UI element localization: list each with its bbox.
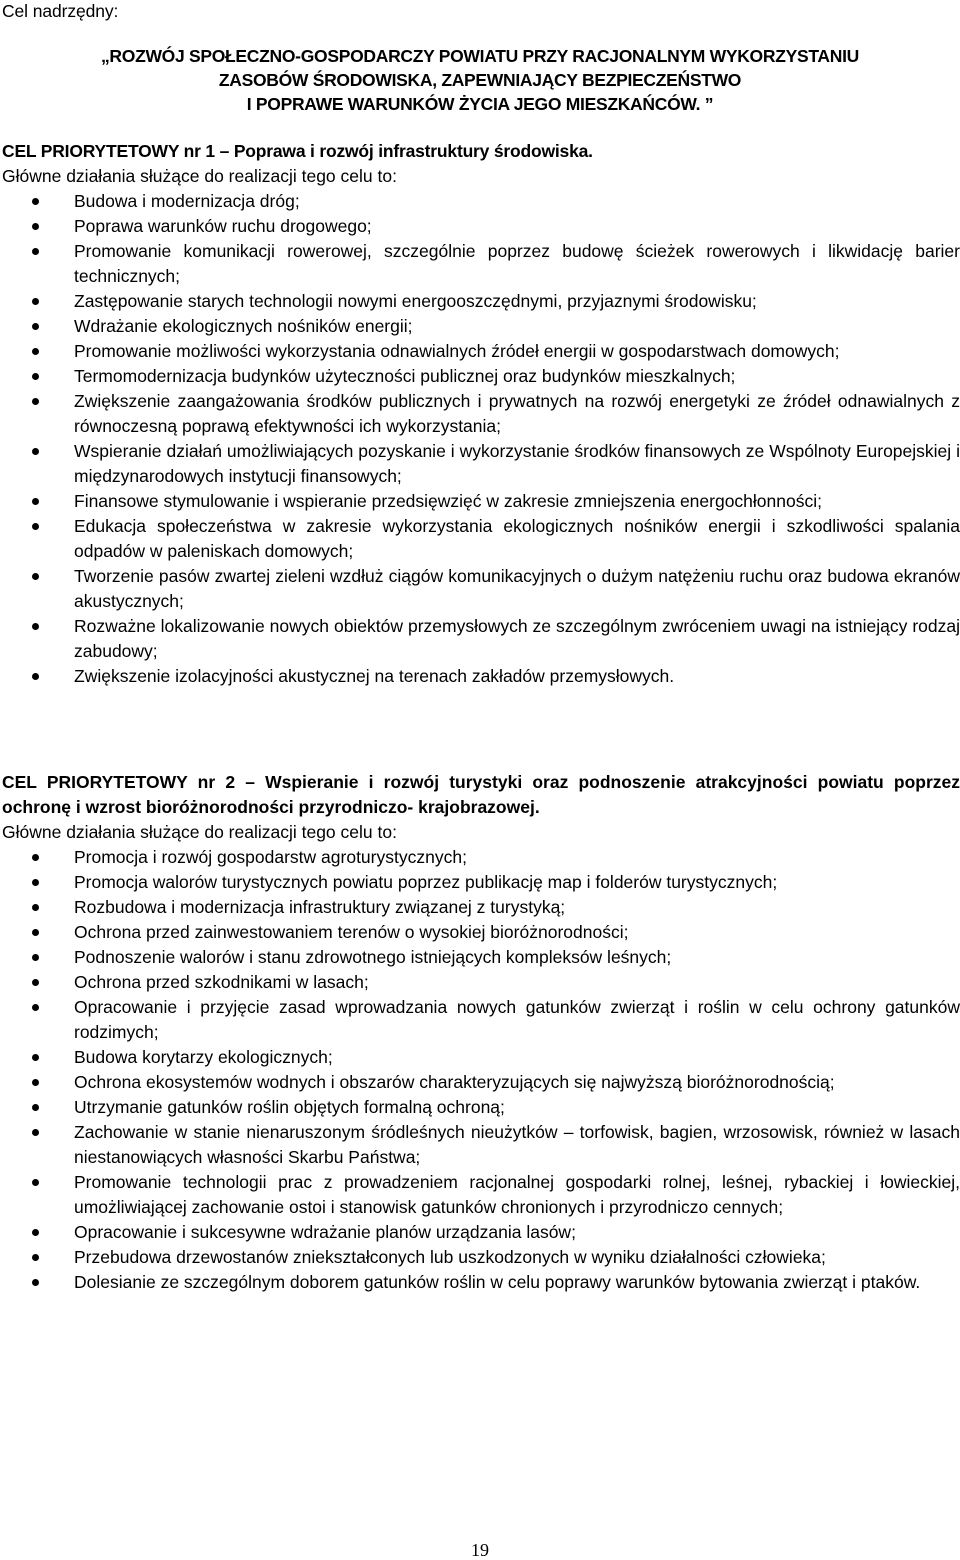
- section-title: CEL PRIORYTETOWY nr 1 – Poprawa i rozwój infrastruktury środowiska.: [2, 141, 593, 161]
- list-item-text: Poprawa warunków ruchu drogowego;: [74, 216, 372, 236]
- actions-list: [2, 189, 960, 689]
- list-item: [2, 239, 960, 289]
- goal-line: I POPRAWE WARUNKÓW ŻYCIA JEGO MIESZKAŃCÓW. ”: [246, 94, 714, 114]
- list-item-text: Zwiększenie zaangażowania środków publicznych i prywatnych na rozwój energetyki ze źródeł odnawialnych z równoczesną poprawą efektywności ich wykorzystania;: [74, 391, 960, 436]
- list-item: [2, 364, 960, 389]
- list-item: [2, 439, 960, 489]
- bullet-icon: [32, 373, 39, 380]
- actions-list: [2, 845, 960, 1295]
- goal-line: „ROZWÓJ SPOŁECZNO-GOSPODARCZY POWIATU PRZY RACJONALNYM WYKORZYSTANIU: [100, 46, 860, 66]
- overarching-goal: [0, 44, 960, 116]
- list-item: [2, 1220, 960, 1245]
- bullet-icon: [32, 1079, 39, 1086]
- list-item-text: Ochrona przed zainwestowaniem terenów o wysokiej bioróżnorodności;: [74, 922, 629, 942]
- list-item-text: Tworzenie pasów zwartej zieleni wzdłuż ciągów komunikacyjnych o dużym natężeniu ruchu oraz budowa ekranów akustycznych;: [74, 566, 960, 611]
- bullet-icon: [32, 1104, 39, 1111]
- bullet-icon: [32, 398, 39, 405]
- list-item-text: Opracowanie i sukcesywne wdrażanie planów urządzania lasów;: [74, 1222, 576, 1242]
- list-item-text: Wdrażanie ekologicznych nośników energii;: [74, 316, 413, 336]
- list-item-text: Opracowanie i przyjęcie zasad wprowadzania nowych gatunków zwierząt i roślin w celu ochrony gatunków rodzimych;: [74, 997, 960, 1042]
- list-item-text: Zastępowanie starych technologii nowymi energooszczędnymi, przyjaznymi środowisku;: [74, 291, 757, 311]
- list-item-text: Utrzymanie gatunków roślin objętych formalną ochroną;: [74, 1097, 505, 1117]
- bullet-icon: [32, 979, 39, 986]
- list-item-text: Finansowe stymulowanie i wspieranie przedsięwzięć w zakresie zmniejszenia energochłonności;: [74, 491, 822, 511]
- list-item-text: Promocja i rozwój gospodarstw agroturystycznych;: [74, 847, 467, 867]
- list-item: [2, 1170, 960, 1220]
- section-intro: Główne działania służące do realizacji tego celu to:: [2, 166, 397, 186]
- list-item: [2, 214, 960, 239]
- list-item-text: Budowa korytarzy ekologicznych;: [74, 1047, 333, 1067]
- bullet-icon: [32, 323, 39, 330]
- list-item: [2, 614, 960, 664]
- bullet-icon: [32, 954, 39, 961]
- list-item: [2, 189, 960, 214]
- list-item-text: Promowanie komunikacji rowerowej, szczególnie poprzez budowę ścieżek rowerowych i likwidację barier technicznych;: [74, 241, 960, 286]
- list-item: [2, 995, 960, 1045]
- section-title: CEL PRIORYTETOWY nr 2 – Wspieranie i rozwój turystyki oraz podnoszenie atrakcyjności powiatu poprzez ochronę i wzrost bioróżnorodności przyrodniczo- krajobrazowej.: [2, 772, 960, 817]
- bullet-icon: [32, 1129, 39, 1136]
- list-item: [2, 664, 960, 689]
- bullet-icon: [32, 248, 39, 255]
- list-item-text: Ochrona ekosystemów wodnych i obszarów charakteryzujących się najwyższą bioróżnorodnością;: [74, 1072, 835, 1092]
- goal-line: ZASOBÓW ŚRODOWISKA, ZAPEWNIAJĄCY BEZPIECZEŃSTWO: [218, 70, 742, 90]
- list-item-text: Termomodernizacja budynków użyteczności publicznej oraz budynków mieszkalnych;: [74, 366, 736, 386]
- list-item-text: Zwiększenie izolacyjności akustycznej na terenach zakładów przemysłowych.: [74, 666, 675, 686]
- bullet-icon: [32, 523, 39, 530]
- list-item-text: Przebudowa drzewostanów zniekształconych lub uszkodzonych w wyniku działalności człowieka;: [74, 1247, 826, 1267]
- list-item: [2, 870, 960, 895]
- list-item: [2, 845, 960, 870]
- list-item: [2, 489, 960, 514]
- list-item-text: Promocja walorów turystycznych powiatu poprzez publikację map i folderów turystycznych;: [74, 872, 778, 892]
- list-item: [2, 514, 960, 564]
- list-item: [2, 970, 960, 995]
- list-item: [2, 1070, 960, 1095]
- bullet-icon: [32, 1254, 39, 1261]
- list-item: [2, 1270, 960, 1295]
- list-item: [2, 314, 960, 339]
- list-item-text: Promowanie możliwości wykorzystania odnawialnych źródeł energii w gospodarstwach domowych;: [74, 341, 840, 361]
- bullet-icon: [32, 198, 39, 205]
- list-item-text: Edukacja społeczeństwa w zakresie wykorzystania ekologicznych nośników energii i szkodliwości spalania odpadów w paleniskach domowych;: [74, 516, 960, 561]
- bullet-icon: [32, 223, 39, 230]
- bullet-icon: [32, 573, 39, 580]
- bullet-icon: [32, 448, 39, 455]
- bullet-icon: [32, 673, 39, 680]
- bullet-icon: [32, 1054, 39, 1061]
- bullet-icon: [32, 1279, 39, 1286]
- priority-goal-2: [2, 770, 960, 1295]
- bullet-icon: [32, 854, 39, 861]
- bullet-icon: [32, 1179, 39, 1186]
- bullet-icon: [32, 929, 39, 936]
- list-item: [2, 945, 960, 970]
- list-item-text: Dolesianie ze szczególnym doborem gatunków roślin w celu poprawy warunków bytowania zwierząt i ptaków.: [74, 1272, 921, 1292]
- priority-goal-1: [2, 139, 960, 689]
- list-item: [2, 920, 960, 945]
- list-item: [2, 1095, 960, 1120]
- list-item: [2, 564, 960, 614]
- list-item-text: Ochrona przed szkodnikami w lasach;: [74, 972, 369, 992]
- bullet-icon: [32, 1004, 39, 1011]
- bullet-icon: [32, 298, 39, 305]
- list-item-text: Wspieranie działań umożliwiających pozyskanie i wykorzystanie środków finansowych ze Wspólnoty Europejskiej i międzynarodowych instytucji finansowych;: [74, 441, 960, 486]
- page-number: 19: [471, 1540, 489, 1560]
- list-item: [2, 1045, 960, 1070]
- list-item-text: Rozważne lokalizowanie nowych obiektów przemysłowych ze szczególnym zwróceniem uwagi na istniejący rodzaj zabudowy;: [74, 616, 960, 661]
- list-item: [2, 1245, 960, 1270]
- list-item: [2, 895, 960, 920]
- bullet-icon: [32, 1229, 39, 1236]
- list-item-text: Rozbudowa i modernizacja infrastruktury związanej z turystyką;: [74, 897, 566, 917]
- list-item: [2, 1120, 960, 1170]
- list-item: [2, 339, 960, 364]
- bullet-icon: [32, 623, 39, 630]
- list-item-text: Budowa i modernizacja dróg;: [74, 191, 300, 211]
- bullet-icon: [32, 879, 39, 886]
- list-item: [2, 389, 960, 439]
- heading-label: Cel nadrzędny:: [2, 1, 119, 21]
- bullet-icon: [32, 498, 39, 505]
- section-intro: Główne działania służące do realizacji tego celu to:: [2, 822, 397, 842]
- bullet-icon: [32, 904, 39, 911]
- list-item-text: Zachowanie w stanie nienaruszonym śródleśnych nieużytków – torfowisk, bagien, wrzosowisk, również w lasach niestanowiących własności Skarbu Państwa;: [74, 1122, 960, 1167]
- list-item-text: Podnoszenie walorów i stanu zdrowotnego istniejących kompleksów leśnych;: [74, 947, 672, 967]
- list-item: [2, 289, 960, 314]
- list-item-text: Promowanie technologii prac z prowadzeniem racjonalnej gospodarki rolnej, leśnej, rybackiej i łowieckiej, umożliwiającej zachowanie ostoi i stanowisk gatunków chronionych i przyrodniczo cennych;: [74, 1172, 960, 1217]
- bullet-icon: [32, 348, 39, 355]
